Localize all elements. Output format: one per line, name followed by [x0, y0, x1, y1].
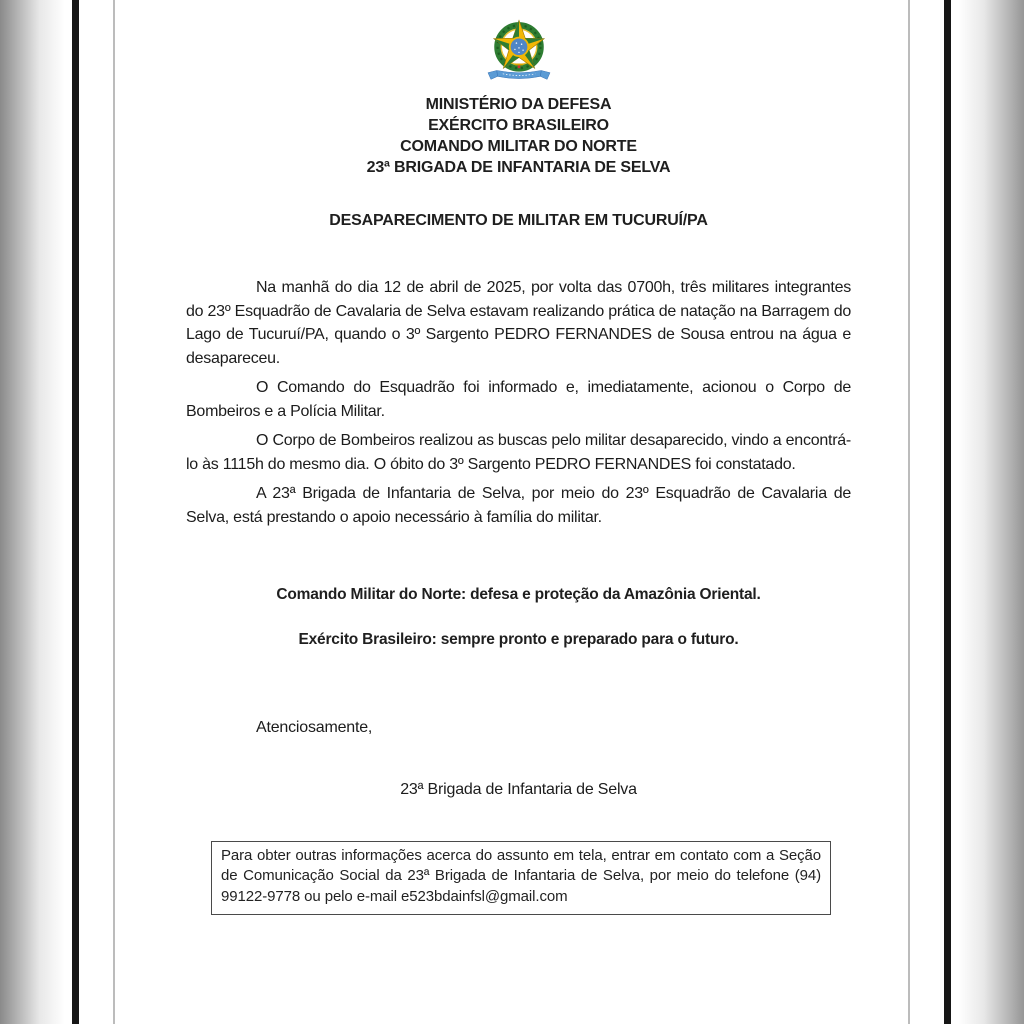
document-content — [115, 0, 908, 915]
letterhead — [186, 94, 851, 178]
page-right-edge-line — [908, 0, 910, 1024]
left-edge-shadow — [0, 0, 72, 1024]
brazil-coat-of-arms-icon — [482, 18, 556, 86]
paragraph-2: O Comando do Esquadrão foi informado e, imediatamente, acionou o Corpo de Bombeiros e a Polícia Militar. — [186, 379, 851, 421]
right-edge-shadow — [951, 0, 1024, 1024]
document-title: DESAPARECIMENTO DE MILITAR EM TUCURUÍ/PA — [329, 212, 708, 229]
paragraph-1: Na manhã do dia 12 de abril de 2025, por volta das 0700h, três militares integrantes do 23º Esquadrão de Cavalaria de Selva estavam realizando prática de natação na Barragem do Lago de Tucuruí/PA, quando o 3º Sargento PEDRO FERNANDES de Sousa entrou na água e desapareceu. — [186, 279, 851, 368]
contact-info-box: Para obter outras informações acerca do assunto em tela, entrar em contato com a Seção de Comunicação Social da 23ª Brigada de Infantaria de Selva, por meio do telefone (94) 99122-9778 ou pelo e-mail e523bdainfsl@gmail.com — [211, 841, 831, 915]
document-page — [115, 0, 908, 1024]
closing-salutation: Atenciosamente, — [256, 718, 373, 736]
signature-unit: 23ª Brigada de Infantaria de Selva — [400, 780, 637, 798]
document-body — [186, 276, 851, 530]
letterhead-brigade: 23ª BRIGADA DE INFANTARIA DE SELVA — [366, 159, 671, 176]
paragraph-3: O Corpo de Bombeiros realizou as buscas pelo militar desaparecido, vindo a encontrá-lo às 1115h do mesmo dia. O óbito do 3º Sargento PEDRO FERNANDES foi constatado. — [186, 432, 851, 473]
slogan-comando-militar-norte: Comando Militar do Norte: defesa e proteção da Amazônia Oriental. — [276, 585, 761, 603]
slogan-exercito-brasileiro: Exército Brasileiro: sempre pronto e preparado para o futuro. — [298, 630, 739, 648]
letterhead-ministry: MINISTÉRIO DA DEFESA — [425, 96, 612, 113]
left-black-bar — [72, 0, 79, 1024]
right-black-bar — [944, 0, 951, 1024]
letterhead-command: COMANDO MILITAR DO NORTE — [400, 138, 637, 155]
letterhead-army: EXÉRCITO BRASILEIRO — [428, 117, 609, 134]
paragraph-4: A 23ª Brigada de Infantaria de Selva, por meio do 23º Esquadrão de Cavalaria de Selva, está prestando o apoio necessário à família do militar. — [186, 485, 851, 526]
